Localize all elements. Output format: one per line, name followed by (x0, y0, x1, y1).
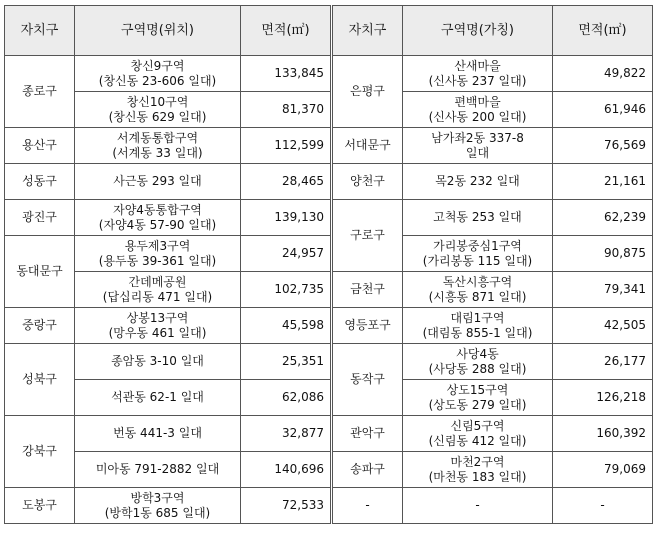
district-cell: 송파구 (332, 452, 403, 488)
table-row (5, 92, 653, 128)
district-cell: 양천구 (332, 164, 403, 200)
district-cell: 성동구 (5, 164, 75, 200)
zone-name: 창신10구역 (126, 94, 189, 109)
district-cell: 동대문구 (5, 236, 75, 308)
area-cell: 62,086 (241, 380, 332, 416)
zone-location: 남가좌2동 337-8 (431, 130, 524, 145)
header-district: 자치구 (5, 6, 75, 56)
area-cell: 61,946 (553, 92, 653, 128)
table-row (5, 416, 653, 452)
zone-cell (403, 344, 553, 380)
zone-location: (사당동 288 일대) (428, 361, 527, 376)
zone-name: 방학3구역 (130, 490, 185, 505)
zone-table-container (4, 5, 653, 524)
header-area: 면적(㎡) (241, 6, 332, 56)
area-cell: 126,218 (553, 380, 653, 416)
zone-cell (403, 308, 553, 344)
zone-name: 사당4동 (456, 346, 499, 361)
header-district-2: 자치구 (332, 6, 403, 56)
zone-name: 편백마을 (454, 94, 501, 109)
area-cell: 102,735 (241, 272, 332, 308)
area-cell: 62,239 (553, 200, 653, 236)
area-cell: 139,130 (241, 200, 332, 236)
zone-name: 독산시흥구역 (442, 274, 513, 289)
zone-cell (403, 452, 553, 488)
district-cell: 성북구 (5, 344, 75, 416)
zone-cell (403, 236, 553, 272)
table-row (5, 380, 653, 416)
area-cell: 79,069 (553, 452, 653, 488)
zone-name: 상도15구역 (446, 382, 509, 397)
zone-location: (망우동 461 일대) (108, 325, 207, 340)
district-cell: 영등포구 (332, 308, 403, 344)
district-cell: 동작구 (332, 344, 403, 416)
zone-location: (창신동 629 일대) (108, 109, 207, 124)
area-cell: 72,533 (241, 488, 332, 524)
area-cell: 25,351 (241, 344, 332, 380)
zone-cell (403, 92, 553, 128)
table-row (5, 56, 653, 92)
district-cell: 용산구 (5, 128, 75, 164)
zone-name: 자양4동통합구역 (113, 202, 202, 217)
zone-cell (75, 236, 241, 272)
area-cell: 24,957 (241, 236, 332, 272)
table-row (5, 452, 653, 488)
zone-location: (마천동 183 일대) (428, 469, 527, 484)
zone-cell: 사근동 293 일대 (75, 164, 241, 200)
zone-name: 창신9구역 (130, 58, 185, 73)
zone-cell: - (403, 488, 553, 524)
zone-cell (75, 56, 241, 92)
area-cell: 140,696 (241, 452, 332, 488)
zone-location: (창신동 23-606 일대) (98, 73, 217, 88)
zone-name: 신림5구역 (450, 418, 505, 433)
district-cell: 구로구 (332, 200, 403, 272)
district-cell: 은평구 (332, 56, 403, 128)
zone-table (4, 5, 653, 524)
district-cell: 관악구 (332, 416, 403, 452)
zone-location: (가리봉동 115 일대) (422, 253, 533, 268)
zone-name: 산새마을 (454, 58, 501, 73)
zone-name: 서계동통합구역 (116, 130, 199, 145)
zone-cell (403, 56, 553, 92)
area-cell: 32,877 (241, 416, 332, 452)
area-cell: - (553, 488, 653, 524)
zone-location: (대림동 855-1 일대) (422, 325, 533, 340)
zone-cell (403, 272, 553, 308)
header-row (5, 6, 653, 56)
zone-location-cont: 일대 (465, 145, 490, 160)
table-row (5, 128, 653, 164)
zone-cell: 종암동 3-10 일대 (75, 344, 241, 380)
zone-name: 마천2구역 (450, 454, 505, 469)
zone-location: (신사동 200 일대) (428, 109, 527, 124)
zone-cell (75, 128, 241, 164)
table-row (5, 200, 653, 236)
area-cell: 133,845 (241, 56, 332, 92)
district-cell: - (332, 488, 403, 524)
header-zone-tentative: 구역명(가칭) (403, 6, 553, 56)
zone-cell (75, 308, 241, 344)
zone-cell (75, 92, 241, 128)
zone-cell (75, 272, 241, 308)
area-cell: 21,161 (553, 164, 653, 200)
zone-cell: 목2동 232 일대 (403, 164, 553, 200)
table-row (5, 308, 653, 344)
area-cell: 76,569 (553, 128, 653, 164)
area-cell: 26,177 (553, 344, 653, 380)
area-cell: 90,875 (553, 236, 653, 272)
district-cell: 금천구 (332, 272, 403, 308)
zone-location: (신사동 237 일대) (428, 73, 527, 88)
zone-name: 용두제3구역 (124, 238, 191, 253)
area-cell: 160,392 (553, 416, 653, 452)
zone-name: 대림1구역 (450, 310, 505, 325)
area-cell: 45,598 (241, 308, 332, 344)
zone-name: 간데메공원 (128, 274, 187, 289)
table-row (5, 272, 653, 308)
district-cell: 중랑구 (5, 308, 75, 344)
zone-location: (방학1동 685 일대) (104, 505, 211, 520)
zone-location: (시흥동 871 일대) (428, 289, 527, 304)
district-cell: 강북구 (5, 416, 75, 488)
header-zone-location: 구역명(위치) (75, 6, 241, 56)
zone-location: (자양4동 57-90 일대) (98, 217, 217, 232)
area-cell: 42,505 (553, 308, 653, 344)
zone-cell (403, 380, 553, 416)
area-cell: 49,822 (553, 56, 653, 92)
area-cell: 112,599 (241, 128, 332, 164)
zone-cell (403, 128, 553, 164)
zone-location: (서계동 33 일대) (112, 145, 203, 160)
area-cell: 81,370 (241, 92, 332, 128)
zone-name: 가리봉중심1구역 (433, 238, 522, 253)
zone-cell: 미아동 791-2882 일대 (75, 452, 241, 488)
zone-location: (용두동 39-361 일대) (98, 253, 217, 268)
zone-location: (상도동 279 일대) (428, 397, 527, 412)
district-cell: 서대문구 (332, 128, 403, 164)
zone-cell (75, 488, 241, 524)
table-row (5, 488, 653, 524)
zone-cell: 석관동 62-1 일대 (75, 380, 241, 416)
zone-name: 상봉13구역 (126, 310, 189, 325)
table-row (5, 344, 653, 380)
zone-cell (75, 200, 241, 236)
district-cell: 종로구 (5, 56, 75, 128)
area-cell: 28,465 (241, 164, 332, 200)
zone-location: (신림동 412 일대) (428, 433, 527, 448)
district-cell: 도봉구 (5, 488, 75, 524)
zone-cell (403, 416, 553, 452)
district-cell: 광진구 (5, 200, 75, 236)
zone-cell: 고척동 253 일대 (403, 200, 553, 236)
table-row (5, 164, 653, 200)
area-cell: 79,341 (553, 272, 653, 308)
zone-cell: 번동 441-3 일대 (75, 416, 241, 452)
zone-location: (답십리동 471 일대) (102, 289, 213, 304)
header-area-2: 면적(㎡) (553, 6, 653, 56)
table-row (5, 236, 653, 272)
